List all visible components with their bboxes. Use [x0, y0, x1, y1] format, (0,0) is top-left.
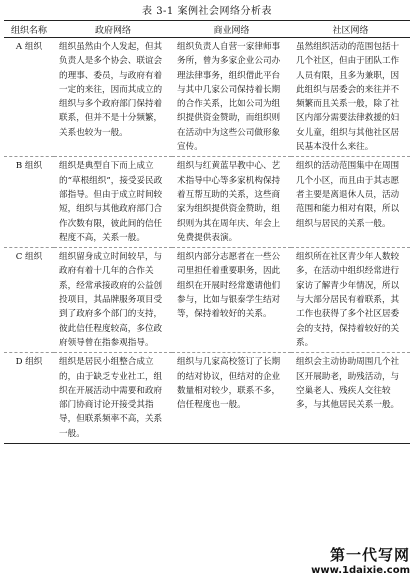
- community-network-cell: 组织所在社区青少年人数较多，在活动中组织经常进行家访了解青少年情况，所以与大部分居民有着联系，其工作也获得了多个社区居委会的支持，保持着较好的关系。: [291, 248, 410, 353]
- org-name-cell: A 组织: [15, 42, 43, 52]
- gov-network-cell: 组织留身成立时间较早，与政府有着十几年的合作关系，经常承接政府的公益创投项目，其品牌服务项目受到了政府多个部门的支持，彼此信任程度较高，多位政府领导曾在指参观指导。: [54, 248, 172, 353]
- table-row: [4, 157, 410, 248]
- biz-network-cell: 组织负责人自营一家律师事务所，曾为多家企业公司办理法律事务，组织借此平台与其中几家公司保持着长期的合作关系，比如公司为组织提供资金赞助，而组织则在活动中为这些公司做形象宣传。: [177, 42, 281, 153]
- org-name-cell: B 组织: [4, 157, 54, 248]
- header-org-name: 组织名称: [4, 21, 54, 38]
- social-network-table: [4, 20, 410, 444]
- table-row: [4, 38, 410, 157]
- watermark-url: www.1daixie.com: [311, 565, 410, 576]
- table-header-row: [4, 21, 410, 38]
- table-row: [4, 248, 410, 353]
- gov-network-cell: 组织虽然由个人发起，但其负责人是多个协会、联谊会的理事、委员，与政府有着一定的来往，因而其成立的组织与多个政府部门保持着联系，但并不是十分频繁，关系也较为一般。: [59, 42, 163, 138]
- gov-network-cell: 组织是典型自下而上成立的“草根组织”，接受妥民政部指导。但由于成立时间较短，组织与其他政府部门合作次数有限，彼此间的信任程度不高，关系一般。: [54, 157, 172, 248]
- header-community-network: 社区网络: [291, 21, 410, 38]
- community-network-cell: 组织会主动协助周围几个社区开展助老，助残活动，与空巢老人、残疾人交往较多，与其他居民关系一般。: [291, 353, 410, 444]
- table-row: [4, 353, 410, 444]
- biz-network-cell: 组织与红黄蓝早教中心、艺术指导中心等多家机构保持着互帮互助的关系，这些商家为组织提供资金赞助，组织则为其在周年庆、年会上免费提供表演。: [172, 157, 291, 248]
- table-caption: 表 3-1 案例社会网络分析表: [142, 6, 272, 17]
- watermark-title: 第一代写网: [329, 546, 410, 564]
- biz-network-cell: 组织与几家高校签订了长期的结对协议，但结对的企业数量相对较少，联系不多，信任程度也一般。: [172, 353, 291, 444]
- org-name-cell: D 组织: [4, 353, 54, 444]
- community-network-cell: 组织的活动范围集中在周围几个小区，而且由于其志愿者主要是离退休人员，活动范围和能力相对有限，所以组织与居民的关系一般。: [291, 157, 410, 248]
- org-name-cell: C 组织: [4, 248, 54, 353]
- community-network-cell: 虽然组织活动的范围包括十几个社区，但由于团队工作人员有限，且多为兼职，因此组织与居委会的来往并不频繁而且关系一般，除了社区内部分需要法律救援的妇女儿童，组织与其他社区居民基本没什么来往。: [296, 42, 400, 153]
- gov-network-cell: 组织是居民小组整合成立的，由于缺乏专业社工，组织在开展活动中需要和政府部门协商讨论开接受其指导，但联系频率不高，关系一般。: [54, 353, 172, 444]
- header-gov-network: 政府网络: [54, 21, 172, 38]
- site-watermark: [311, 544, 410, 576]
- biz-network-cell: 组织内部分志愿者在一些公司里担任着重要职务，因此组织在开展时经常邀请他们参与，比如与银泰学生结对等，保持着较好的关系。: [172, 248, 291, 353]
- header-biz-network: 商业网络: [172, 21, 291, 38]
